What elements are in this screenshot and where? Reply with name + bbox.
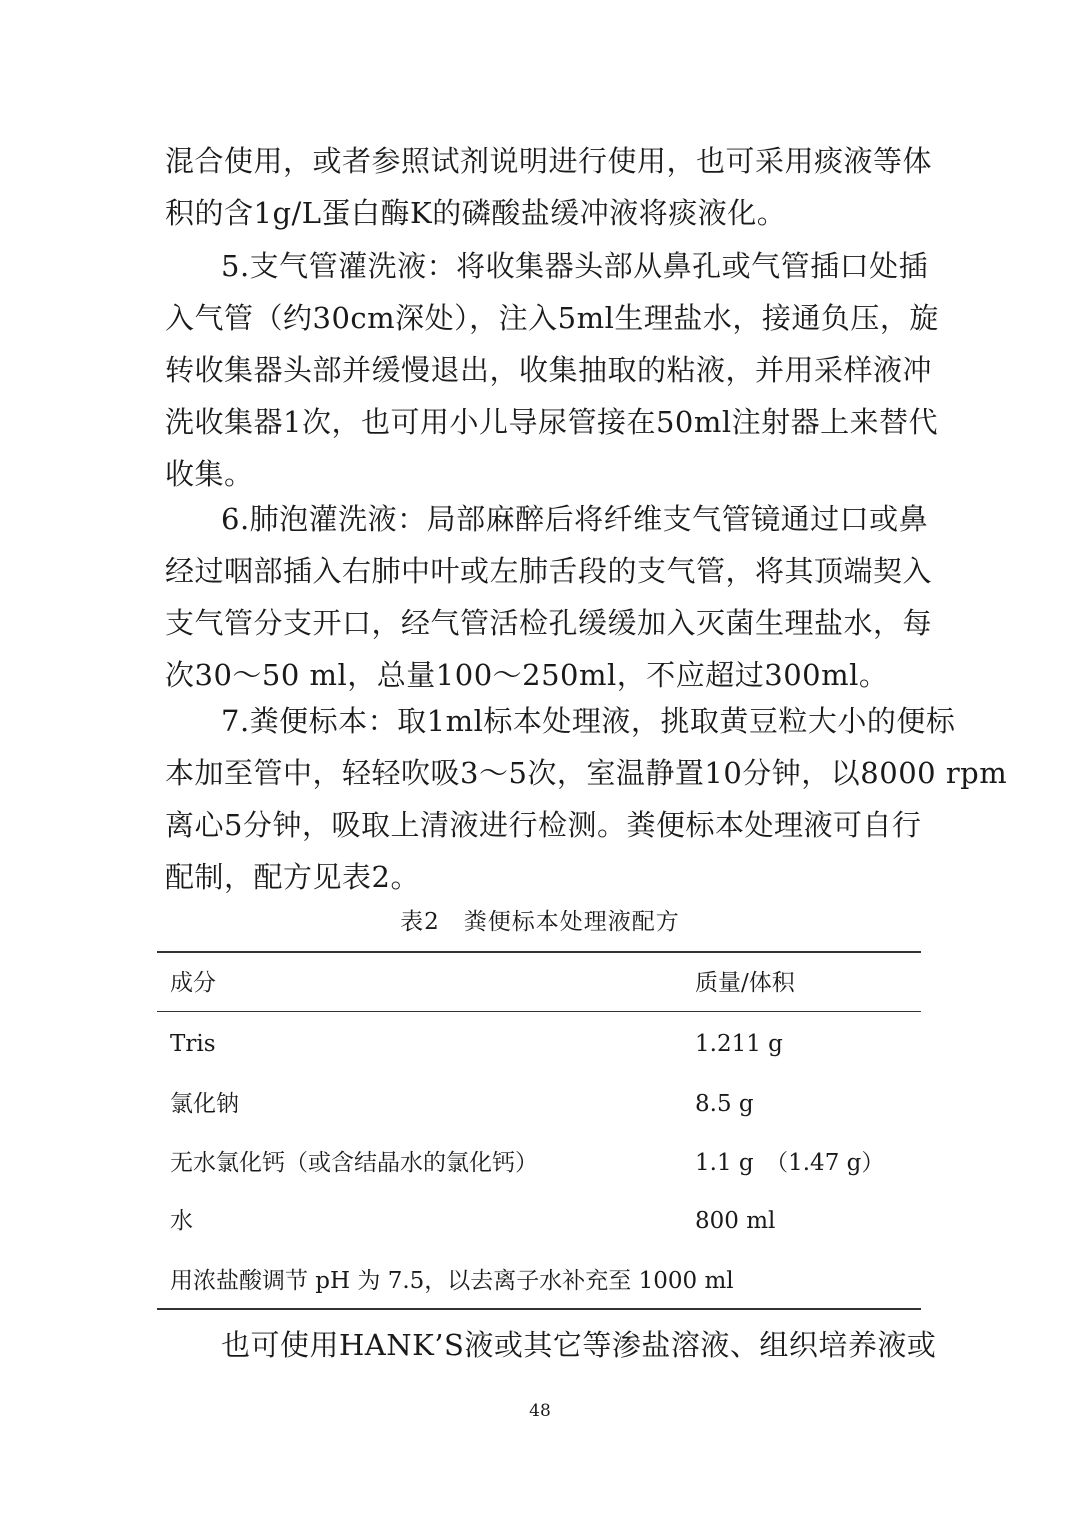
table-cell: 1.211 g (695, 1031, 783, 1057)
text-line: 支气管分支开口，经气管活检孔缓缓加入灭菌生理盐水，每 (165, 606, 933, 640)
paragraph-alveolar-lavage (165, 493, 933, 701)
text-line: 也可使用HANK’S液或其它等渗盐溶液、组织培养液或 (221, 1328, 937, 1362)
text-line: 转收集器头部并缓慢退出，收集抽取的粘液，并用采样液冲 (165, 353, 933, 387)
text-line: 入气管（约30cm深处），注入5ml生理盐水，接通负压，旋 (165, 301, 939, 335)
table-cell: 800 ml (695, 1208, 776, 1234)
table-cell: 1.1 g （1.47 g） (695, 1150, 885, 1176)
table-cell: Tris (170, 1031, 216, 1057)
paragraph-stool-specimen (165, 695, 1008, 903)
table-header-rule (157, 1011, 921, 1012)
page-number: 48 (529, 1401, 551, 1421)
paragraph-bronchial-lavage (165, 240, 939, 500)
text-line: 7.粪便标本：取1ml标本处理液，挑取黄豆粒大小的便标 (221, 704, 956, 738)
text-line: 积的含1g/L蛋白酶K的磷酸盐缓冲液将痰液化。 (165, 196, 787, 230)
text-line: 混合使用，或者参照试剂说明进行使用，也可采用痰液等体 (165, 144, 933, 178)
table-header-cell: 成分 (170, 970, 216, 996)
text-line: 次30～50 ml，总量100～250ml，不应超过300ml。 (165, 658, 889, 692)
table-cell: 无水氯化钙（或含结晶水的氯化钙） (170, 1150, 538, 1176)
table-top-rule (157, 951, 921, 953)
text-line: 5.支气管灌洗液：将收集器头部从鼻孔或气管插口处插 (221, 249, 929, 283)
table-note: 用浓盐酸调节 pH 为 7.5，以去离子水补充至 1000 ml (170, 1268, 734, 1294)
text-line: 离心5分钟，吸取上清液进行检测。粪便标本处理液可自行 (165, 808, 922, 842)
text-line: 洗收集器1次，也可用小儿导尿管接在50ml注射器上来替代 (165, 405, 939, 439)
text-line: 本加至管中，轻轻吹吸3～5次，室温静置10分钟，以8000 rpm (165, 756, 1008, 790)
text-line: 经过咽部插入右肺中叶或左肺舌段的支气管，将其顶端契入 (165, 554, 933, 588)
paragraph-trailing (165, 1319, 937, 1371)
table-caption: 表2 粪便标本处理液配方 (400, 909, 680, 935)
text-line: 配制，配方见表2。 (165, 860, 420, 894)
paragraph-continuation (165, 135, 933, 239)
table-bottom-rule (157, 1308, 921, 1310)
table-cell: 氯化钠 (170, 1091, 239, 1117)
table-cell: 8.5 g (695, 1091, 754, 1117)
table-header-cell: 质量/体积 (695, 970, 795, 996)
text-line: 6.肺泡灌洗液：局部麻醉后将纤维支气管镜通过口或鼻 (221, 502, 929, 536)
table-cell: 水 (170, 1208, 193, 1234)
text-line: 收集。 (165, 457, 254, 491)
